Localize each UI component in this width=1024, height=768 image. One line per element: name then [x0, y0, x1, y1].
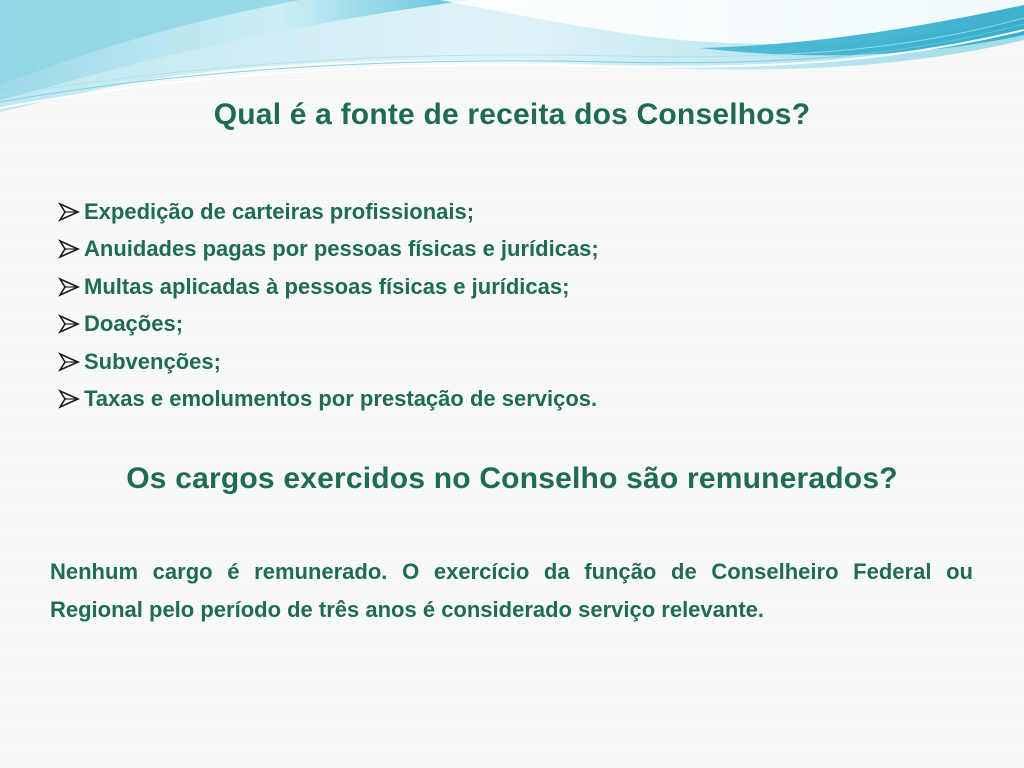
- list-item: [58, 231, 599, 269]
- list-item: [58, 268, 599, 306]
- question-heading-2: Os cargos exercidos no Conselho são remunerados?: [126, 462, 898, 495]
- revenue-sources-list: [58, 193, 599, 418]
- list-item: [58, 193, 599, 231]
- list-item-text: Multas aplicadas à pessoas físicas e jurídicas;: [84, 273, 570, 299]
- arrow-bullet-icon: [58, 352, 82, 372]
- arrow-bullet-icon: [58, 202, 82, 222]
- arrow-bullet-icon: [58, 314, 82, 334]
- list-item: [58, 343, 599, 381]
- list-item-text: Expedição de carteiras profissionais;: [84, 198, 475, 224]
- arrow-bullet-icon: [58, 277, 82, 297]
- list-item-text: Doações;: [84, 311, 184, 337]
- list-item-text: Anuidades pagas por pessoas físicas e jurídicas;: [84, 236, 599, 262]
- list-item: [58, 381, 599, 419]
- arrow-bullet-icon: [58, 389, 82, 409]
- list-item-text: Taxas e emolumentos por prestação de serviços.: [84, 386, 598, 412]
- question-heading-1: Qual é a fonte de receita dos Conselhos?: [213, 98, 811, 131]
- arrow-bullet-icon: [58, 239, 82, 259]
- answer-paragraph: Nenhum cargo é remunerado. O exercício da função de Conselheiro Federal ou Regional pelo período de três anos é considerado serviço relevante.: [50, 559, 973, 622]
- list-item-text: Subvenções;: [84, 348, 221, 374]
- list-item: [58, 306, 599, 344]
